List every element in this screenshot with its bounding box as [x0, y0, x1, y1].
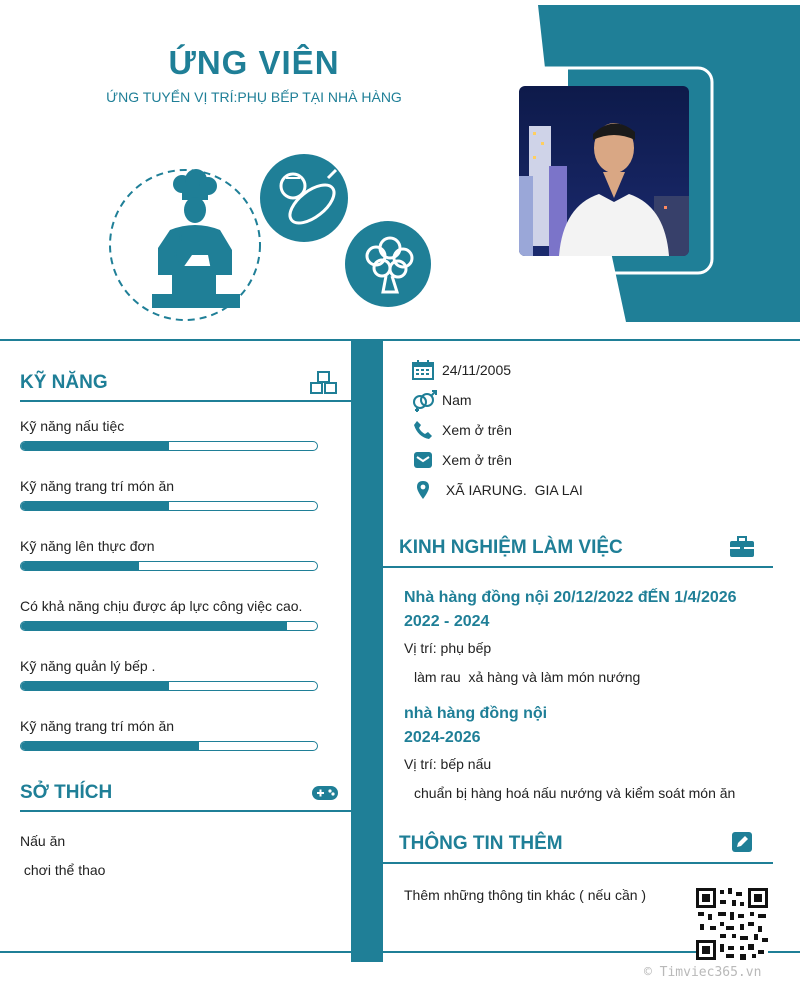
skill-fill [21, 682, 169, 690]
gamepad-icon [311, 784, 339, 807]
skill-bar [20, 621, 318, 631]
gender-icon [412, 390, 438, 412]
skill-label: Kỹ năng trang trí món ăn [20, 718, 175, 734]
skill-label: Kỹ năng nấu tiệc [20, 418, 125, 434]
skill-bar [20, 501, 318, 511]
skill-bar [20, 561, 318, 571]
experience-description: chuẩn bị hàng hoá nấu nướng và kiểm soát món ăn [414, 785, 736, 801]
skill-fill [21, 562, 139, 570]
briefcase-icon [729, 536, 755, 563]
watermark-text: © Timviec365.vn [644, 965, 762, 980]
experience-period: 2024-2026 [404, 729, 481, 746]
bottom-divider [0, 951, 800, 953]
skill-fill [21, 622, 287, 630]
skill-fill [21, 442, 169, 450]
edit-icon [731, 831, 753, 858]
experience-title: KINH NGHIỆM LÀM VIỆC [399, 537, 623, 558]
skill-bar [20, 681, 318, 691]
qr-code-icon [696, 888, 768, 960]
experience-position: Vị trí: phụ bếp [404, 640, 492, 656]
skill-label: Có khả năng chịu được áp lực công việc cao. [20, 598, 303, 614]
extra-info-text: Thêm những thông tin khác ( nếu cần ) [404, 887, 647, 903]
address-text: XÃ IARUNG. GIA LAI [442, 482, 583, 498]
hobby-item: Nấu ăn [20, 833, 66, 849]
candidate-photo [519, 86, 689, 256]
skill-bar [20, 441, 318, 451]
page-title: ỨNG VIÊN [168, 44, 340, 81]
gender-text: Nam [442, 392, 472, 408]
skill-label: Kỹ năng lên thực đơn [20, 538, 155, 554]
experience-description: làm rau xả hàng và làm món nướng [414, 669, 641, 685]
skill-fill [21, 742, 199, 750]
skill-label: Kỹ năng trang trí món ăn [20, 478, 175, 494]
center-column-bar [351, 341, 383, 962]
experience-company: Nhà hàng đồng nội 20/12/2022 đẾN 1/4/2026 [404, 589, 737, 606]
skill-bar [20, 741, 318, 751]
extra-info-title: THÔNG TIN THÊM [399, 833, 563, 854]
hobbies-header [20, 776, 351, 812]
map-marker-icon [412, 480, 434, 500]
birthday-text: 24/11/2005 [442, 362, 512, 378]
hobbies-title: SỞ THÍCH [20, 782, 113, 803]
skill-label: Kỹ năng quản lý bếp . [20, 658, 156, 674]
phone-text: Xem ở trên [442, 422, 512, 438]
header [0, 0, 800, 340]
email-text: Xem ở trên [442, 452, 512, 468]
page-subtitle: ỨNG TUYỂN VỊ TRÍ:PHỤ BẾP TẠI NHÀ HÀNG [106, 89, 402, 105]
skills-header [20, 366, 351, 402]
skills-title: KỸ NĂNG [20, 372, 108, 393]
experience-position: Vị trí: bếp nấu [404, 756, 492, 772]
experience-period: 2022 - 2024 [404, 613, 490, 630]
extra-info-header [383, 828, 773, 864]
calendar-icon [412, 360, 434, 380]
phone-icon [412, 420, 434, 440]
header-divider [0, 339, 800, 341]
chef-illustration-icon [100, 150, 440, 330]
hobby-item: chơi thể thao [20, 862, 106, 878]
email-icon [412, 450, 434, 470]
experience-company: nhà hàng đồng nội [404, 705, 548, 722]
cubes-icon [309, 370, 339, 401]
skill-fill [21, 502, 169, 510]
experience-header [383, 532, 773, 568]
